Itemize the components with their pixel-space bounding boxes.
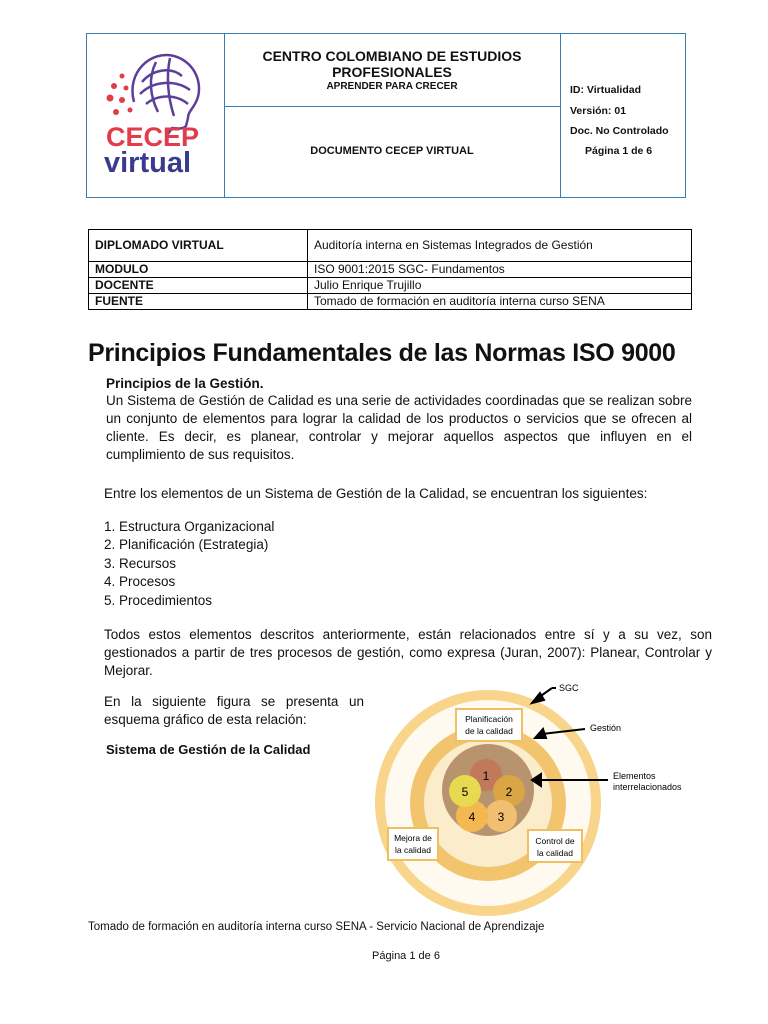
- table-value: ISO 9001:2015 SGC- Fundamentos: [308, 262, 692, 278]
- list-item: 5. Procedimientos: [104, 592, 213, 608]
- logo-word-cecep: CECEP: [106, 122, 200, 152]
- table-row: [89, 230, 692, 262]
- cecep-logo: [96, 42, 216, 182]
- table-row: [89, 294, 692, 310]
- label-sgc: SGC: [559, 683, 579, 693]
- doc-control-status: Doc. No Controlado: [570, 125, 669, 137]
- paragraph-figure-intro: En la siguiente figura se presenta un esquema gráfico de esta relación:: [104, 694, 364, 727]
- dots-icon: [107, 74, 133, 116]
- element-label: 2: [505, 785, 513, 799]
- element-label: 5: [461, 785, 469, 799]
- header-divider: [560, 34, 561, 197]
- box-mejora-label: la calidad: [395, 845, 431, 855]
- header-divider: [224, 106, 560, 107]
- label-elements: Elementos: [613, 771, 656, 781]
- table-row: [89, 278, 692, 294]
- label-gestion: Gestión: [590, 723, 622, 733]
- page-title: Principios Fundamentales de las Normas ISO 9000: [88, 339, 676, 367]
- element-label: 3: [497, 810, 505, 824]
- organization-name: CENTRO COLOMBIANO DE ESTUDIOS PROFESIONALES: [262, 48, 522, 80]
- box-planificacion-label: de la calidad: [465, 726, 513, 736]
- table-key: DIPLOMADO VIRTUAL: [89, 230, 308, 262]
- box-control-label: Control de: [535, 836, 575, 846]
- slogan: APRENDER PARA CRECER: [326, 81, 458, 92]
- table-value: Auditoría interna en Sistemas Integrados de Gestión: [308, 230, 692, 262]
- doc-id: ID: Virtualidad: [570, 84, 641, 96]
- document-title: DOCUMENTO CECEP VIRTUAL: [310, 145, 474, 157]
- table-value: Julio Enrique Trujillo: [308, 278, 692, 294]
- figure-source: Tomado de formación en auditoría interna curso SENA - Servicio Nacional de Aprendizaje: [88, 921, 545, 933]
- section-heading: Principios de la Gestión.: [106, 376, 264, 391]
- list-item: 1. Estructura Organizacional: [104, 519, 275, 534]
- table-key: FUENTE: [89, 294, 308, 310]
- table-value: Tomado de formación en auditoría interna curso SENA: [308, 294, 692, 310]
- paragraph-processes: Todos estos elementos descritos anteriormente, están relacionados entre sí y a su vez, son gestionados a partir de tres procesos de gestión, como expresa (Juran, 2007): Planear, Controlar y Mejorar.: [104, 627, 712, 678]
- doc-version: Versión: 01: [570, 105, 627, 117]
- box-control-label: la calidad: [537, 848, 573, 858]
- box-planificacion-label: Planificación: [465, 714, 513, 724]
- box-mejora-label: Mejora de: [394, 833, 432, 843]
- table-key: MODULO: [89, 262, 308, 278]
- list-item: 3. Recursos: [104, 555, 177, 571]
- footer-page-number: Página 1 de 6: [372, 950, 440, 962]
- logo-word-virtual: virtual: [104, 147, 192, 179]
- element-label: 4: [468, 810, 476, 824]
- table-row: [89, 262, 692, 278]
- element-label: 1: [482, 769, 490, 783]
- course-info-table: [88, 229, 692, 310]
- paragraph-intro: Un Sistema de Gestión de Calidad es una serie de actividades coordinadas que se realizan sobre un conjunto de elementos para lograr la calidad de los productos o servicios que se ofrecen al cliente. Es decir, es planear, controlar y mejorar aquellos aspectos que influyen en el cumplimiento de sus requisitos.: [106, 393, 692, 462]
- elements-list: [104, 518, 274, 610]
- list-item: 4. Procesos: [104, 574, 176, 590]
- figure-caption: Sistema de Gestión de la Calidad: [106, 742, 311, 757]
- quality-system-diagram: [370, 676, 700, 916]
- label-elements: interrelacionados: [613, 782, 682, 792]
- list-item: 2. Planificación (Estrategia): [104, 537, 269, 553]
- paragraph-elements: Entre los elementos de un Sistema de Gestión de la Calidad, se encuentran los siguientes:: [104, 486, 648, 501]
- header-page-number: Página 1 de 6: [585, 145, 653, 157]
- table-key: DOCENTE: [89, 278, 308, 294]
